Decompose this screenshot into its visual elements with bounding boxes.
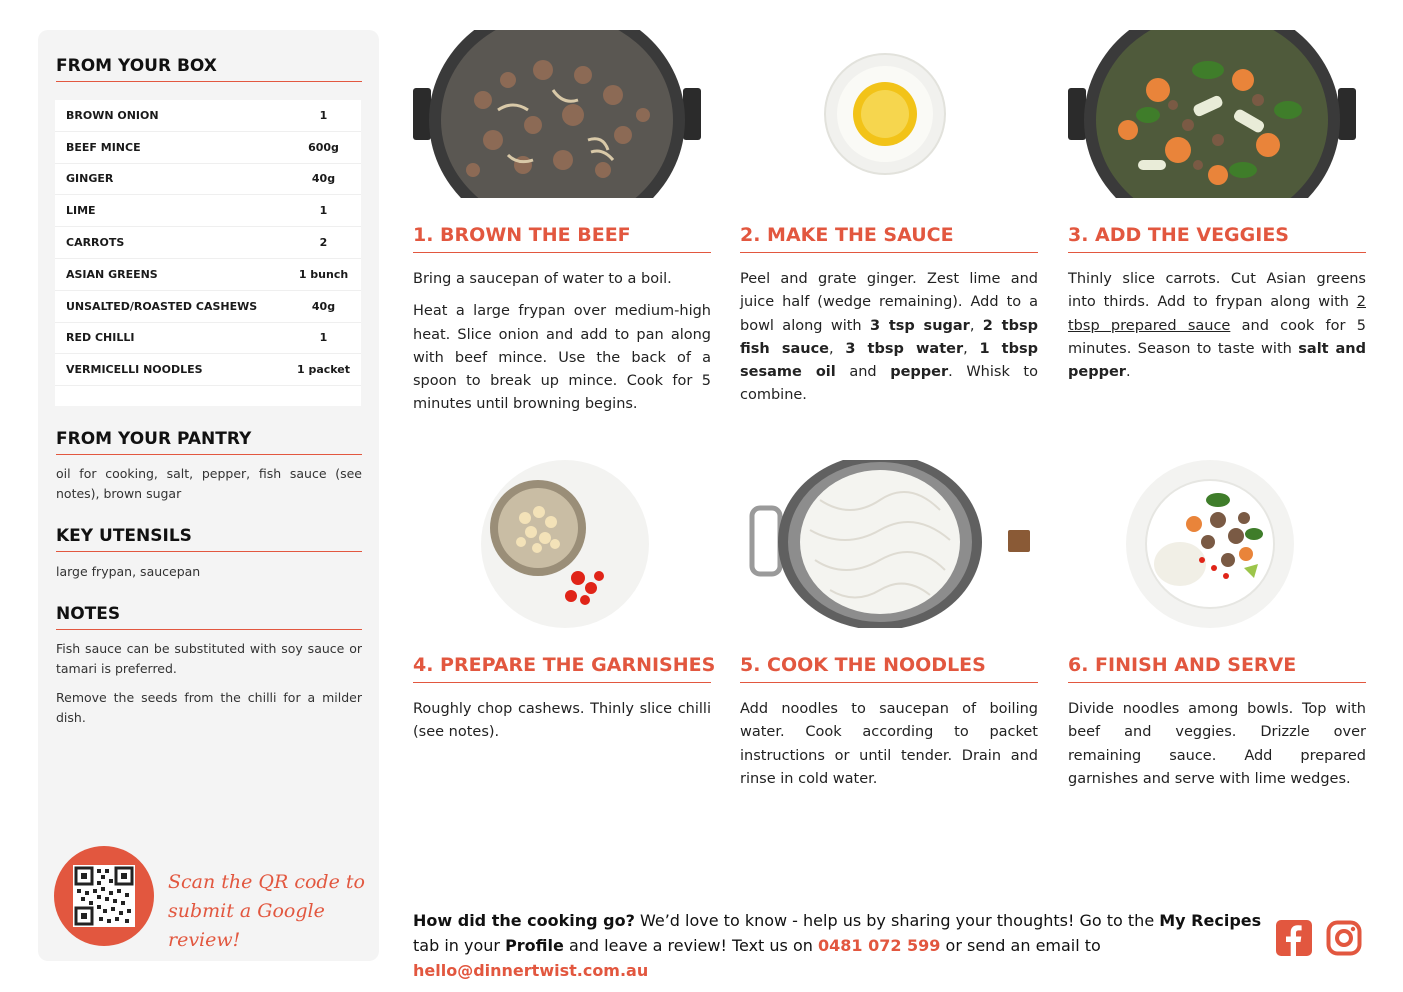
table-row [55,354,361,386]
step-2-title: 2. MAKE THE SAUCE [740,224,1038,253]
ingredient-qty: 1 [319,204,328,218]
qr-code[interactable] [54,846,154,946]
table-row [55,291,361,323]
ingredient-name: LIME [66,204,96,218]
pantry-text: oil for cooking, salt, pepper, fish sauce (see notes), brown sugar [56,466,362,501]
ingredient-name: BEEF MINCE [66,140,141,154]
ingredient-name: ASIAN GREENS [66,267,158,281]
step-6-body [1068,698,1366,800]
garnishes-photo [413,460,711,628]
step-4-title: 4. PREPARE THE GARNISHES [413,654,711,683]
step-1-body [413,268,711,426]
noodles-strainer-photo [740,460,1038,628]
note-2: Remove the seeds from the chilli for a milder dish. [56,690,362,725]
step-2-body [740,268,1038,417]
ingredient-name: CARROTS [66,236,125,250]
table-row [55,132,361,164]
step-5 [740,460,1038,800]
qr-caption-line-1: Scan the QR code to [168,871,365,893]
step-3-text: Thinly slice carrots. Cut Asian greens into thirds. Add to frypan along with 2 tbsp prepared sauce and cook for 5 minutes. Season to taste with salt and pepper. [1068,271,1367,381]
table-row [55,164,361,196]
review-footer: How did the cooking go? We’d love to know - help us by sharing your thoughts! Go to the My Recipes tab in your Profile and leave a review! Text us on 0481 072 599 or send an email to hello@dinnertwist.com.au [413,911,1262,980]
phone-link[interactable]: 0481 072 599 [817,936,941,955]
step-6-title: 6. FINISH AND SERVE [1068,654,1366,683]
table-row [55,195,361,227]
table-row [55,100,361,132]
step-1 [413,30,711,430]
sauce-bowl-photo [740,30,1038,198]
box-title: FROM YOUR BOX [56,56,362,82]
table-row [55,323,361,355]
pantry-title: FROM YOUR PANTRY [56,429,362,455]
ingredient-name: GINGER [66,172,114,186]
email-link[interactable]: hello@dinnertwist.com.au [413,961,649,980]
ingredient-qty: 2 [319,236,328,250]
step-3-title: 3. ADD THE VEGGIES [1068,224,1366,253]
finished-dish-photo [1068,460,1366,628]
utensils-text: large frypan, saucepan [56,564,201,579]
step-5-title: 5. COOK THE NOODLES [740,654,1038,683]
step-3 [1068,30,1366,430]
ingredient-qty: 1 packet [296,363,351,377]
frypan-veggies-photo [1068,30,1366,198]
ingredient-qty: 40g [311,299,336,313]
step-1-title: 1. BROWN THE BEEF [413,224,711,253]
ingredient-name: BROWN ONION [66,108,159,122]
facebook-icon[interactable] [1276,920,1312,956]
ingredient-qty: 600g [308,140,339,154]
step-2 [740,30,1038,430]
step-6 [1068,460,1366,800]
step-1-text-1: Bring a saucepan of water to a boil. [413,271,672,287]
step-5-body [740,698,1038,800]
ingredient-name: RED CHILLI [66,331,135,345]
step-3-body [1068,268,1366,393]
ingredient-qty: 1 bunch [298,267,349,281]
step-1-text-2: Heat a large frypan over medium-high heat. Slice onion and add to pan along with beef mince. Use the back of a spoon to break up mince. Cook for 5 minutes until browning begins. [413,303,711,413]
frypan-beef-photo [413,30,711,198]
utensils-title: KEY UTENSILS [56,526,362,552]
qr-caption [168,868,368,955]
qr-pattern-icon [73,865,135,927]
table-row [55,259,361,291]
ingredient-name: VERMICELLI NOODLES [66,363,203,377]
step-2-text: Peel and grate ginger. Zest lime and juice half (wedge remaining). Add to a bowl along with 3 tsp sugar, 2 tbsp fish sauce, 3 tbsp water, 1 tbsp sesame oil and pepper. Whisk to combine. [740,271,1038,404]
ingredient-qty: 1 [319,331,328,345]
notes-title: NOTES [56,604,362,630]
note-1: Fish sauce can be substituted with soy sauce or tamari is preferred. [56,641,362,676]
step-5-text: Add noodles to saucepan of boiling water. Cook according to packet instructions or until tender. Drain and rinse in cold water. [740,701,1038,787]
ingredient-name: UNSALTED/ROASTED CASHEWS [66,299,258,313]
step-4-text: Roughly chop cashews. Thinly slice chilli (see notes). [413,701,711,741]
table-row [55,227,361,259]
ingredient-qty: 1 [319,108,328,122]
qr-caption-line-2: submit a Google review! [168,900,325,951]
ingredients-sidebar [38,30,379,961]
step-6-text: Divide noodles among bowls. Top with beef and veggies. Drizzle over remaining sauce. Add prepared garnishes and serve with lime wedges. [1068,701,1366,787]
step-4-body [413,698,711,754]
ingredients-table [55,100,361,406]
ingredient-qty: 40g [311,172,336,186]
instagram-icon[interactable] [1326,920,1362,956]
step-4 [413,460,716,800]
